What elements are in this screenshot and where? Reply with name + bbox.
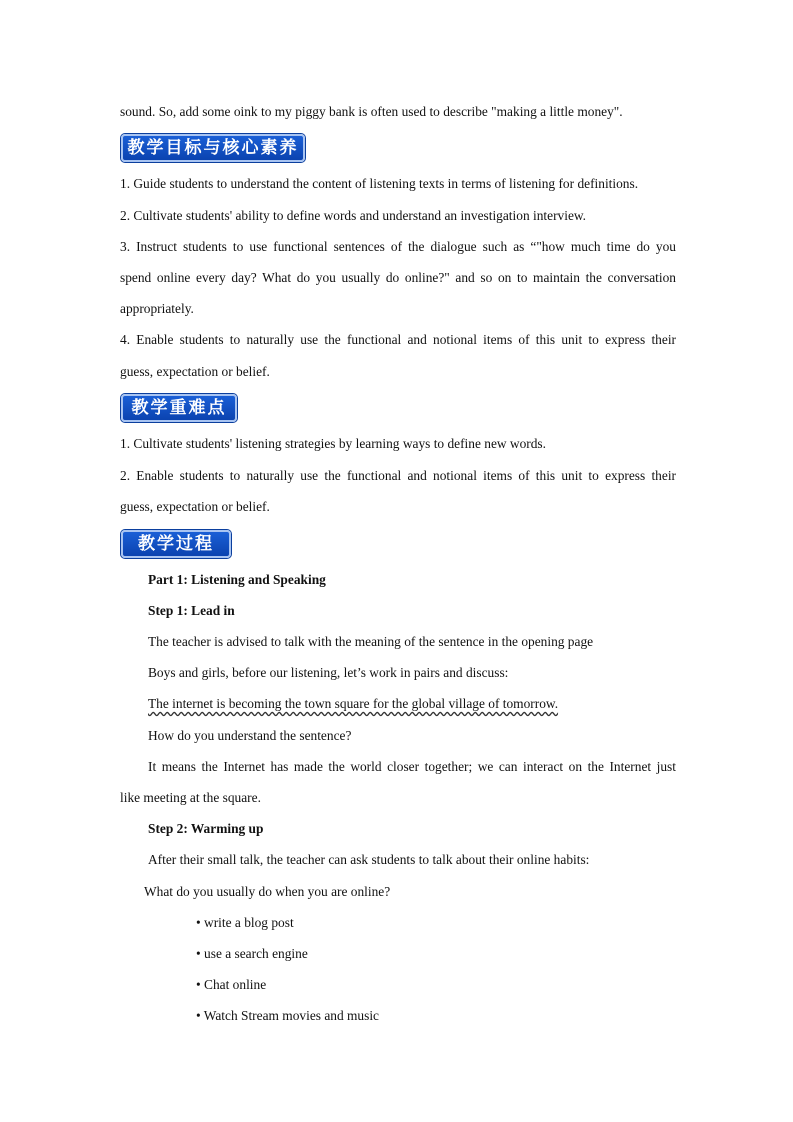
- section-heading-process: 教学过程: [121, 530, 231, 558]
- list-item: • use a search engine: [196, 946, 308, 961]
- intro-line: sound. So, add some oink to my piggy bank is often used to describe "making a little money".: [120, 104, 623, 119]
- objective-line-1: 1. Guide students to understand the content of listening texts in terms of listening for definitions.: [120, 176, 639, 191]
- step1-paragraph-1: The teacher is advised to talk with the meaning of the sentence in the opening page: [148, 634, 594, 649]
- objective-line-3: 3. Instruct students to use functional sentences of the dialogue such as “"how much time do you: [120, 239, 676, 254]
- step2-paragraph: After their small talk, the teacher can ask students to talk about their online habits:: [148, 852, 590, 867]
- step2-title: Step 2: Warming up: [148, 821, 264, 836]
- step1-answer-line-1: It means the Internet has made the world closer together; we can interact on the Internet just: [148, 759, 676, 774]
- quote-sentence: The internet is becoming the town square for the global village of tomorrow.: [148, 696, 559, 711]
- list-item: • Chat online: [196, 977, 267, 992]
- section-heading-key-points: 教学重难点: [121, 394, 237, 422]
- section-heading-objectives: 教学目标与核心素养: [121, 134, 305, 162]
- objective-line-4: spend online every day? What do you usually do online?" and so on to maintain the conversation: [120, 270, 676, 285]
- keypoint-line-2: 2. Enable students to naturally use the functional and notional items of this unit to express their: [120, 468, 676, 483]
- step1-paragraph-2: Boys and girls, before our listening, let’s work in pairs and discuss:: [148, 665, 509, 680]
- objective-line-5: appropriately.: [120, 301, 194, 316]
- part1-title: Part 1: Listening and Speaking: [148, 572, 326, 587]
- list-item: • write a blog post: [196, 915, 294, 930]
- step1-question: How do you understand the sentence?: [148, 728, 352, 743]
- step1-answer-line-2: like meeting at the square.: [120, 790, 261, 805]
- objective-line-7: guess, expectation or belief.: [120, 364, 270, 379]
- keypoint-line-3: guess, expectation or belief.: [120, 499, 270, 514]
- list-item: • Watch Stream movies and music: [196, 1008, 379, 1023]
- objective-line-2: 2. Cultivate students' ability to define words and understand an investigation interview.: [120, 208, 587, 223]
- step1-title: Step 1: Lead in: [148, 603, 235, 618]
- step2-question: What do you usually do when you are online?: [144, 884, 391, 899]
- objective-line-6: 4. Enable students to naturally use the functional and notional items of this unit to express their: [120, 332, 676, 347]
- keypoint-line-1: 1. Cultivate students' listening strategies by learning ways to define new words.: [120, 436, 546, 451]
